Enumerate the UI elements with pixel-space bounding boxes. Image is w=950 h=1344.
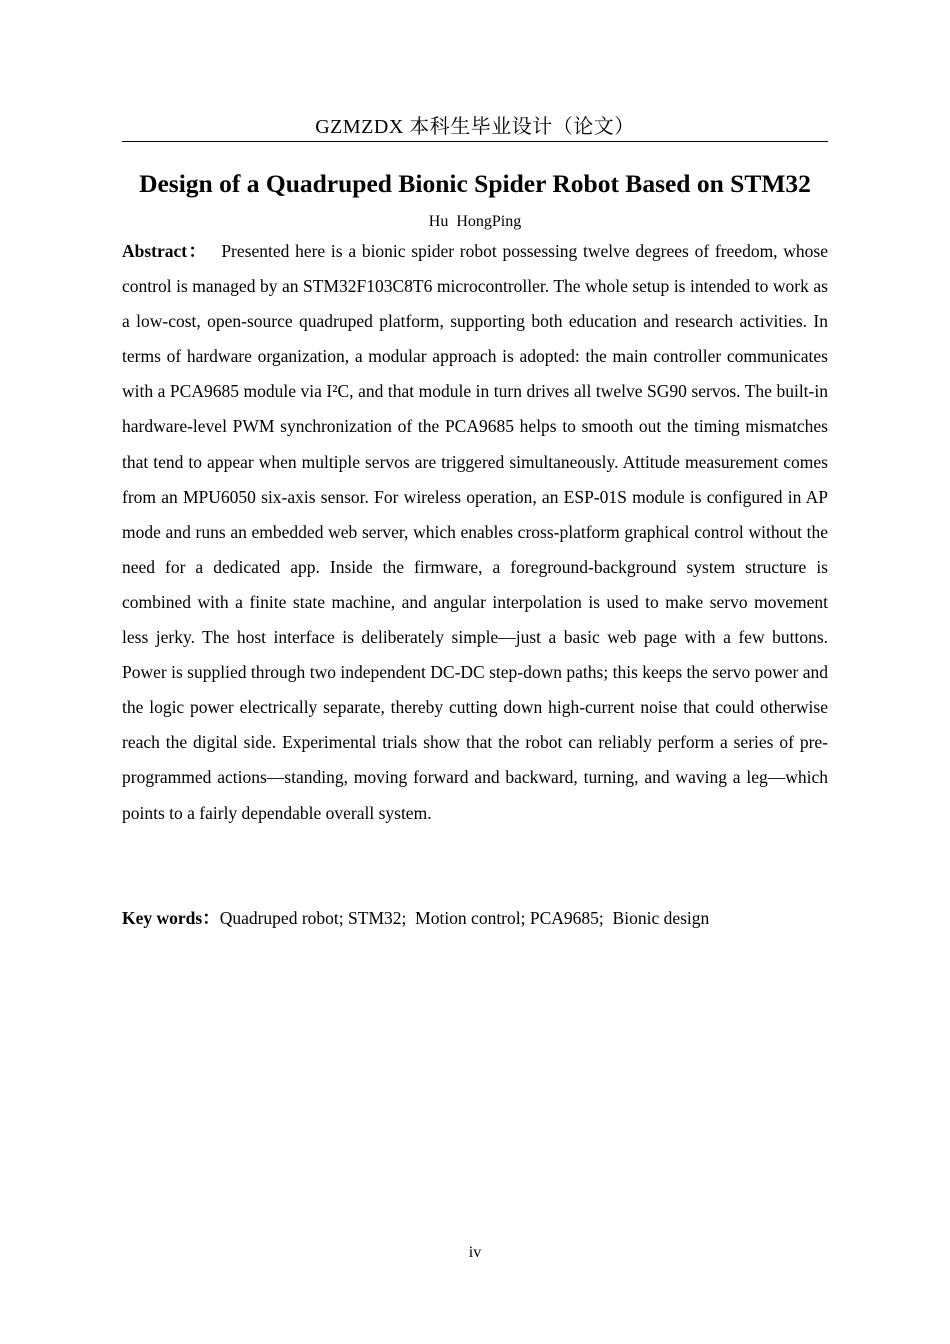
keyword-item: Bionic design [612,908,710,928]
abstract-label: Abstract： [122,241,208,261]
author-name: Hu HongPing [428,213,522,230]
paper-title: Design of a Quadruped Bionic Spider Robot Based on STM32 [139,169,811,198]
keyword-item: Quadruped robot [219,908,339,928]
keywords-label: Key words： [122,908,220,928]
keyword-item: PCA9685 [529,908,599,928]
page-number: iv [468,1244,482,1261]
abstract-paragraph [122,234,828,831]
keyword-item: Motion control [415,908,521,928]
keywords-line: Key words：Quadruped robot; STM32; Motion control; PCA9685; Bionic design [122,908,710,928]
running-header: GZMZDX 本科生毕业设计（论文） [315,116,635,138]
abstract-text: Presented here is a bionic spider robot possessing twelve degrees of freedom, whose control is managed by an STM32F103C8T6 microcontroller. The whole setup is intended to work as a low-cost, open-source quadruped platform, supporting both education and research activities. In terms of hardware organization, a modular approach is adopted: the main controller communicates with a PCA9685 module via I²C, and that module in turn drives all twelve SG90 servos. The built-in hardware-level PWM synchronization of the PCA9685 helps to smooth out the timing mismatches that tend to appear when multiple servos are triggered simultaneously. Attitude measurement comes from an MPU6050 six-axis sensor. For wireless operation, an ESP-01S module is configured in AP mode and runs an embedded web server, which enables cross-platform graphical control without the need for a dedicated app. Inside the firmware, a foreground-background system structure is combined with a finite state machine, and angular interpolation is used to make servo movement less jerky. The host interface is deliberately simple—just a basic web page with a few buttons. Power is supplied through two independent DC-DC step-down paths; this keeps the servo power and the logic power electrically separate, thereby cutting down high-current noise that could otherwise reach the digital side. Experimental trials show that the robot can reliably perform a series of pre-programmed actions—standing, moving forward and backward, turning, and waving a leg—which points to a fairly dependable overall system. [122,241,828,823]
header-rule [122,141,828,142]
keyword-item: STM32 [348,908,402,928]
